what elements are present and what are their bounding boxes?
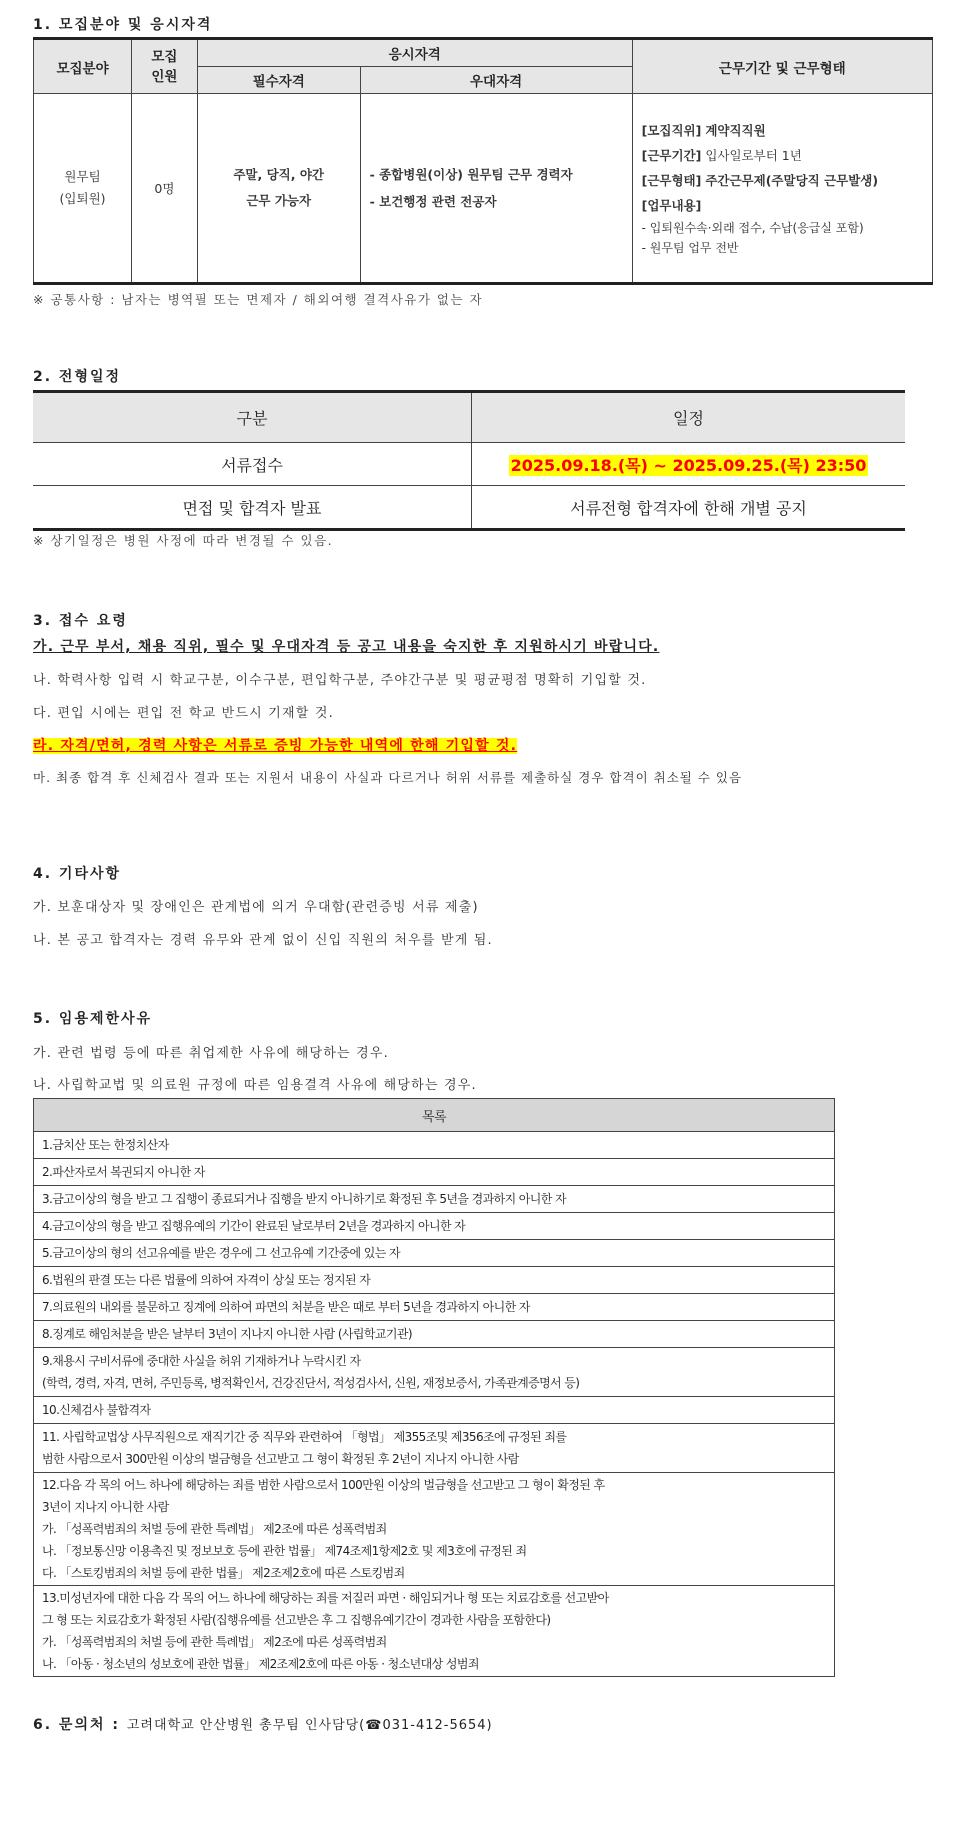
schedule-table xyxy=(33,390,905,531)
list-item-line: 13.미성년자에 대한 다음 각 목의 어느 하나에 해당하는 죄를 저질러 파면 · 해임되거나 형 또는 치료감호를 선고받아 xyxy=(42,1591,609,1605)
etc-item-b: 나. 본 공고 합격자는 경력 유무와 관계 없이 신입 직원의 처우를 받게 됨. xyxy=(33,933,493,948)
cell-work: [모집직위] 계약직직원 [근무기간] 입사일로부터 1년 [근무형태] 주간근무제(주말당직 근무발생) [업무내용] - 입퇴원수속·외래 접수, 수납(응급실 포함) - 원무팀 업무 전반 xyxy=(632,94,932,284)
schedule-row xyxy=(33,486,905,530)
apply-item-d: 라. 자격/면허, 경력 사항은 서류로 증빙 가능한 내역에 한해 기입할 것. xyxy=(33,738,518,754)
list-item xyxy=(34,1321,835,1348)
list-row xyxy=(34,1132,835,1159)
list-item-line: 8.징계로 해임처분을 받은 날부터 3년이 지나지 아니한 사람 (사립학교기관) xyxy=(42,1327,412,1341)
list-item-line: 가. 「성폭력범죄의 처벌 등에 관한 특례법」 제2조에 따른 성폭력범죄 xyxy=(42,1522,387,1536)
restrict-item-b: 나. 사립학교법 및 의료원 규정에 따른 임용결격 사유에 해당하는 경우. xyxy=(33,1078,477,1093)
common-note: ※ 공통사항 : 남자는 병역필 또는 면제자 / 해외여행 결격사유가 없는 자 xyxy=(33,292,484,307)
list-row xyxy=(34,1397,835,1424)
header-div: 구분 xyxy=(33,392,472,443)
cell-preferred: - 종합병원(이상) 원무팀 근무 경력자 - 보건행정 관련 전공자 xyxy=(360,94,632,284)
section-3-title: 3. 접수 요령 xyxy=(33,613,128,629)
header-count: 모집 인원 xyxy=(132,39,198,94)
schedule-div: 면접 및 합격자 발표 xyxy=(33,486,472,530)
list-item-line: 9.채용시 구비서류에 중대한 사실을 허위 기재하거나 누락시킨 자 xyxy=(42,1354,361,1368)
list-item-line: 가. 「성폭력범죄의 처벌 등에 관한 특례법」 제2조에 따른 성폭력범죄 xyxy=(42,1635,387,1649)
list-item-line: 1.금치산 또는 한정치산자 xyxy=(42,1138,169,1152)
section-1-title: 1. 모집분야 및 응시자격 xyxy=(33,17,213,33)
schedule-div: 서류접수 xyxy=(33,443,472,486)
cell-count: 0명 xyxy=(132,94,198,284)
schedule-note: ※ 상기일정은 병원 사정에 따라 변경될 수 있음. xyxy=(33,533,334,548)
list-item xyxy=(34,1424,835,1473)
list-item-line: 5.금고이상의 형의 선고유예를 받은 경우에 그 선고유예 기간중에 있는 자 xyxy=(42,1246,400,1260)
section-5-title: 5. 임용제한사유 xyxy=(33,1011,153,1027)
list-item-line: 12.다음 각 목의 어느 하나에 해당하는 죄를 범한 사람으로서 100만원 이상의 벌금형을 선고받고 그 형이 확정된 후 xyxy=(42,1478,605,1492)
list-row xyxy=(34,1321,835,1348)
cell-required: 주말, 당직, 야간 근무 가능자 xyxy=(197,94,360,284)
list-item xyxy=(34,1213,835,1240)
list-row xyxy=(34,1424,835,1473)
etc-item-a: 가. 보훈대상자 및 장애인은 관계법에 의거 우대함(관련증빙 서류 제출) xyxy=(33,900,479,915)
schedule-date: 서류전형 합격자에 한해 개별 공지 xyxy=(472,486,906,530)
list-item xyxy=(34,1586,835,1677)
apply-item-b: 나. 학력사항 입력 시 학교구분, 이수구분, 편입학구분, 주야간구분 및 평균평점 명확히 기입할 것. xyxy=(33,673,647,688)
list-item-line: 3년이 지나지 아니한 사람 xyxy=(42,1500,169,1514)
header-field: 모집분야 xyxy=(34,39,132,94)
list-item xyxy=(34,1240,835,1267)
list-item xyxy=(34,1267,835,1294)
restriction-list-table xyxy=(33,1098,835,1677)
header-preferred: 우대자격 xyxy=(360,67,632,94)
list-item-line: 다. 「스토킹범죄의 처벌 등에 관한 법률」 제2조제2호에 따른 스토킹범죄 xyxy=(42,1566,405,1580)
list-row xyxy=(34,1267,835,1294)
list-row xyxy=(34,1348,835,1397)
list-item-line: 10.신체검사 불합격자 xyxy=(42,1403,151,1417)
list-item-line: 범한 사람으로서 300만원 이상의 벌금형을 선고받고 그 형이 확정된 후 2년이 지나지 아니한 사람 xyxy=(42,1452,519,1466)
cell-field: 원무팀 (입퇴원) xyxy=(34,94,132,284)
list-item-line: 6.법원의 판결 또는 다른 법률에 의하여 자격이 상실 또는 정지된 자 xyxy=(42,1273,371,1287)
list-row xyxy=(34,1586,835,1677)
list-item-line: 7.의료원의 내외를 불문하고 징계에 의하여 파면의 처분을 받은 때로 부터 5년을 경과하지 아니한 자 xyxy=(42,1300,530,1314)
list-row xyxy=(34,1473,835,1586)
list-item-line: 2.파산자로서 복권되지 아니한 자 xyxy=(42,1165,205,1179)
list-item xyxy=(34,1186,835,1213)
list-row xyxy=(34,1240,835,1267)
list-item-line: 그 형 또는 치료감호가 확정된 사람(집행유예를 선고받은 후 그 집행유예기간이 경과한 사람을 포함한다) xyxy=(42,1613,551,1627)
list-row xyxy=(34,1213,835,1240)
apply-item-a: 가. 근무 부서, 채용 직위, 필수 및 우대자격 등 공고 내용을 숙지한 후 지원하시기 바랍니다. xyxy=(33,639,660,655)
schedule-row xyxy=(33,443,905,486)
list-row xyxy=(34,1294,835,1321)
list-item-line: 4.금고이상의 형을 받고 집행유예의 기간이 완료된 날로부터 2년을 경과하지 아니한 자 xyxy=(42,1219,466,1233)
list-item xyxy=(34,1348,835,1397)
list-item xyxy=(34,1473,835,1586)
list-item-line: 나. 「정보통신망 이용촉진 및 정보보호 등에 관한 법률」 제74조제1항제2호 및 제3호에 규정된 죄 xyxy=(42,1544,527,1558)
header-required: 필수자격 xyxy=(197,67,360,94)
list-header: 목록 xyxy=(34,1099,835,1132)
header-qualification: 응시자격 xyxy=(197,39,632,67)
apply-item-e: 마. 최종 합격 후 신체검사 결과 또는 지원서 내용이 사실과 다르거나 허위 서류를 제출하실 경우 합격이 취소될 수 있음 xyxy=(33,770,743,785)
contact-text: 고려대학교 안산병원 총무팀 인사담당(☎031-412-5654) xyxy=(126,1718,493,1733)
section-4-title: 4. 기타사항 xyxy=(33,866,122,882)
list-row xyxy=(34,1186,835,1213)
list-item-line: (학력, 경력, 자격, 면허, 주민등록, 병적확인서, 건강진단서, 적성검사서, 신원, 재정보증서, 가족관계증명서 등) xyxy=(42,1376,580,1390)
schedule-date: 2025.09.18.(목) ~ 2025.09.25.(목) 23:50 xyxy=(472,443,906,486)
contact-line xyxy=(33,1714,493,1734)
list-item-line: 3.금고이상의 형을 받고 그 집행이 종료되거나 집행을 받지 아니하기로 확정된 후 5년을 경과하지 아니한 자 xyxy=(42,1192,566,1206)
list-item xyxy=(34,1159,835,1186)
contact-title: 6. 문의처 : xyxy=(33,1717,120,1733)
section-2-title: 2. 전형일정 xyxy=(33,369,122,385)
list-item xyxy=(34,1294,835,1321)
apply-item-c: 다. 편입 시에는 편입 전 학교 반드시 기재할 것. xyxy=(33,706,334,721)
list-row xyxy=(34,1159,835,1186)
list-item-line: 나. 「아동 · 청소년의 성보호에 관한 법률」 제2조제2호에 따른 아동 · 청소년대상 성범죄 xyxy=(42,1657,479,1671)
recruitment-table xyxy=(33,37,933,285)
restrict-item-a: 가. 관련 법령 등에 따른 취업제한 사유에 해당하는 경우. xyxy=(33,1046,389,1061)
list-item xyxy=(34,1132,835,1159)
header-period: 근무기간 및 근무형태 xyxy=(632,39,932,94)
list-item-line: 11. 사립학교법상 사무직원으로 재직기간 중 직무와 관련하여 「형법」 제355조및 제356조에 규정된 죄를 xyxy=(42,1430,567,1444)
header-sched: 일정 xyxy=(472,392,906,443)
list-item xyxy=(34,1397,835,1424)
